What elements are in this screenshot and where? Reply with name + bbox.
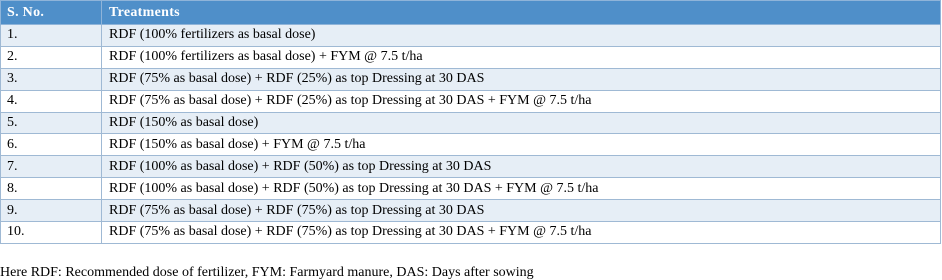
table-row [1,90,941,112]
column-header-treatments: Treatments [102,1,941,25]
table-row [1,134,941,156]
treatment-cell: RDF (75% as basal dose) + RDF (25%) as top Dressing at 30 DAS + FYM @ 7.5 t/ha [102,90,941,112]
treatment-cell: RDF (100% as basal dose) + RDF (50%) as top Dressing at 30 DAS [102,156,941,178]
sno-cell: 2. [1,46,102,68]
sno-cell: 10. [1,222,102,244]
sno-cell: 4. [1,90,102,112]
table-row [1,68,941,90]
sno-cell: 9. [1,200,102,222]
treatment-cell: RDF (100% as basal dose) + RDF (50%) as top Dressing at 30 DAS + FYM @ 7.5 t/ha [102,178,941,200]
treatment-cell: RDF (100% fertilizers as basal dose) + FYM @ 7.5 t/ha [102,46,941,68]
table-row [1,25,941,47]
sno-cell: 5. [1,112,102,134]
sno-cell: 7. [1,156,102,178]
header-row [1,1,941,25]
sno-cell: 3. [1,68,102,90]
treatment-cell: RDF (100% fertilizers as basal dose) [102,25,941,47]
treatment-cell: RDF (150% as basal dose) + FYM @ 7.5 t/ha [102,134,941,156]
table-row [1,46,941,68]
table-row [1,200,941,222]
table-row [1,178,941,200]
table-row [1,222,941,244]
sno-cell: 1. [1,25,102,47]
sno-cell: 8. [1,178,102,200]
table-header [1,1,941,25]
table-footnote: Here RDF: Recommended dose of fertilizer, FYM: Farmyard manure, DAS: Days after sowing [0,265,534,280]
sno-cell: 6. [1,134,102,156]
table-body [1,25,941,244]
treatment-cell: RDF (75% as basal dose) + RDF (25%) as top Dressing at 30 DAS [102,68,941,90]
column-header-sno: S. No. [1,1,102,25]
treatment-cell: RDF (75% as basal dose) + RDF (75%) as top Dressing at 30 DAS [102,200,941,222]
treatment-cell: RDF (75% as basal dose) + RDF (75%) as top Dressing at 30 DAS + FYM @ 7.5 t/ha [102,222,941,244]
table-row [1,156,941,178]
treatment-cell: RDF (150% as basal dose) [102,112,941,134]
table-row [1,112,941,134]
